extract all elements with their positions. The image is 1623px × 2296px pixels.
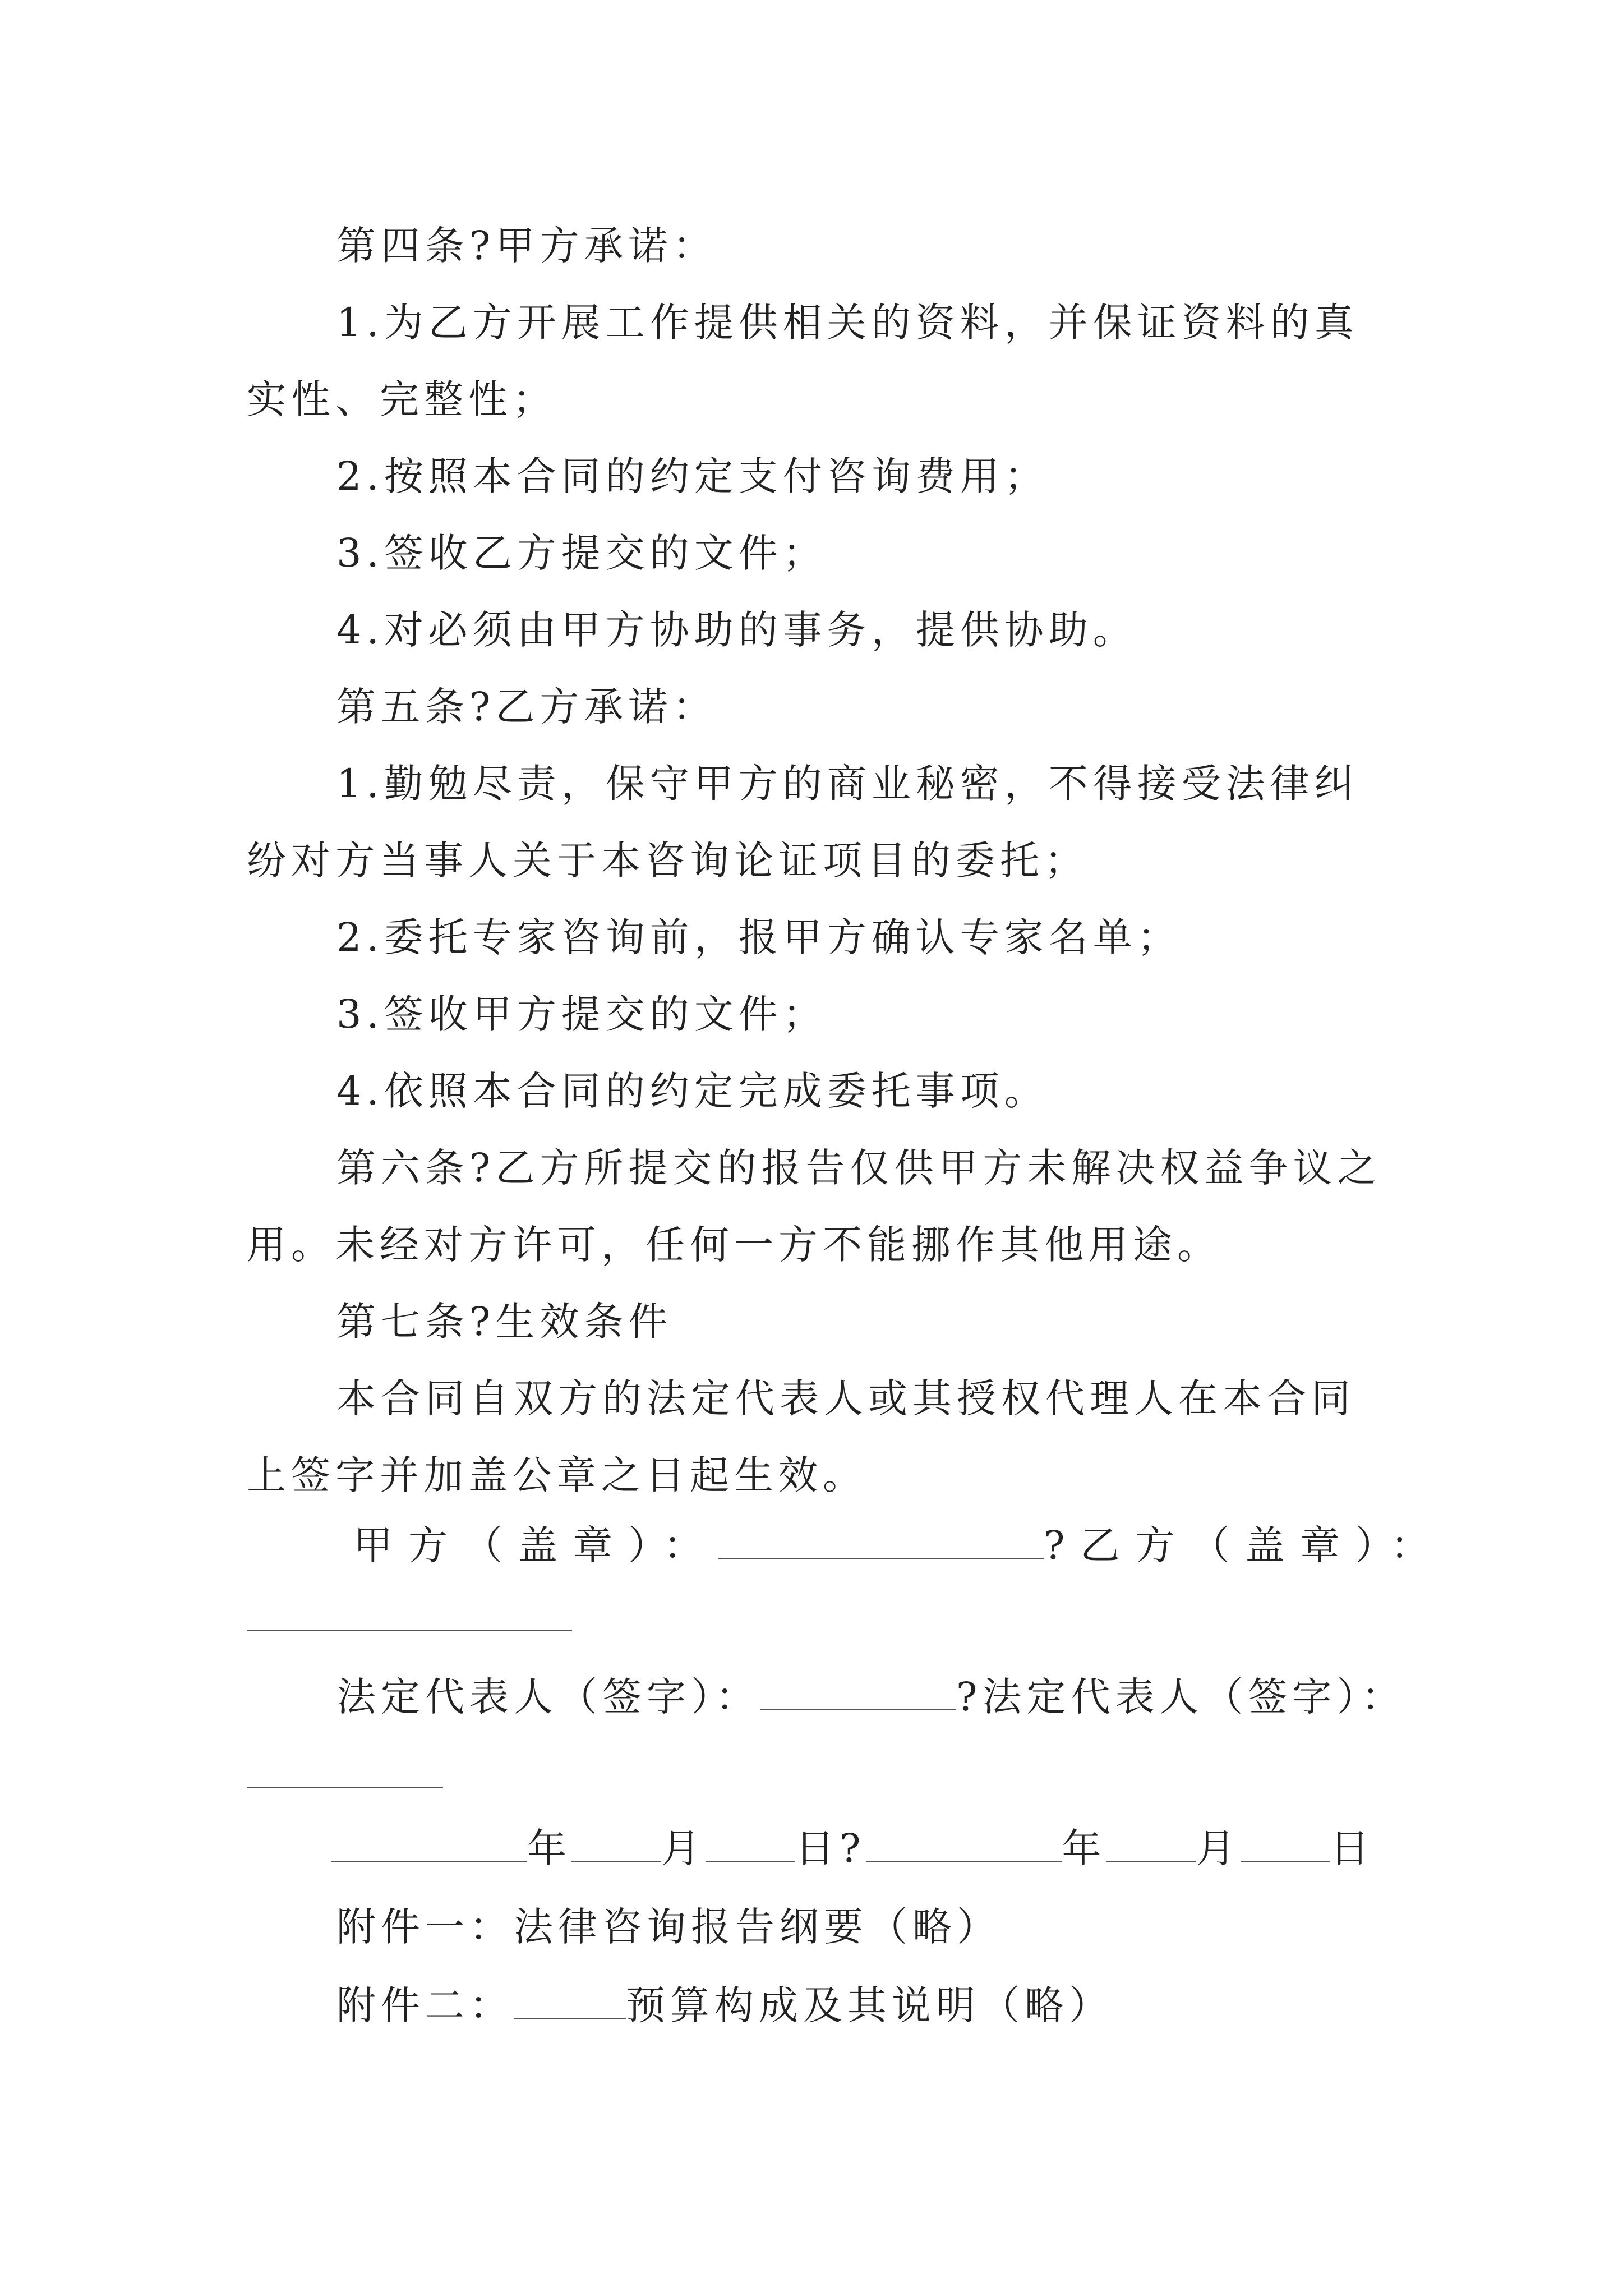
article-7-heading: 第七条?生效条件 [336, 1299, 673, 1345]
party-b-day-blank [1241, 1860, 1330, 1862]
party-b-month-blank [1106, 1860, 1196, 1862]
party-a-seal-blank [718, 1557, 1044, 1559]
attachment-1: 附件一：法律咨询报告纲要（略） [336, 1904, 1001, 1950]
article-5-item-2: 2.委托专家咨询前，报甲方确认专家名单； [336, 914, 1182, 960]
party-b-seal-label: ?乙方（盖章）： [1044, 1522, 1446, 1568]
party-a-seal-label: 甲方（盖章）： [353, 1522, 718, 1568]
party-a-day-label: 日 [795, 1825, 840, 1871]
date-separator: ? [840, 1825, 866, 1871]
article-4-item-4: 4.对必须由甲方协助的事务，提供协助。 [336, 607, 1137, 653]
article-5-item-1: 1.勤勉尽责，保守甲方的商业秘密，不得接受法律纠纷对方当事人关于本咨询论证项目的委托； [247, 761, 1359, 884]
party-a-year-label: 年 [527, 1825, 571, 1871]
article-5-item-3: 3.签收甲方提交的文件； [336, 991, 827, 1037]
article-4-heading: 第四条?甲方承诺： [336, 223, 717, 269]
party-a-month-blank [571, 1860, 661, 1862]
party-b-rep-label: ?法定代表人（签字）： [956, 1674, 1406, 1720]
party-b-day-label: 日 [1330, 1825, 1375, 1871]
article-4-item-3: 3.签收乙方提交的文件； [336, 530, 827, 576]
contract-body [247, 208, 1385, 1514]
attachment-2-blank [514, 2017, 626, 2019]
party-b-month-label: 月 [1196, 1825, 1241, 1871]
party-a-rep-blank [760, 1709, 956, 1710]
party-a-rep-label: 法定代表人（签字）： [336, 1674, 760, 1720]
attachment-2 [336, 1977, 1113, 2033]
party-b-year-blank [866, 1860, 1062, 1862]
party-a-year-blank [331, 1860, 527, 1862]
party-a-month-label: 月 [661, 1825, 706, 1871]
party-a-day-blank [706, 1860, 795, 1862]
attachment-2-suffix: 预算构成及其说明（略） [626, 1982, 1113, 2028]
article-5-item-4: 4.依照本合同的约定完成委托事项。 [336, 1068, 1049, 1114]
article-4-item-2: 2.按照本合同的约定支付咨询费用； [336, 453, 1049, 499]
party-b-year-label: 年 [1062, 1825, 1106, 1871]
seal-row [247, 1517, 1446, 1573]
party-b-seal-blank [247, 1630, 572, 1631]
article-6: 第六条?乙方所提交的报告仅供甲方未解决权益争议之用。未经对方许可，任何一方不能挪作其他用途。 [247, 1145, 1382, 1268]
party-b-rep-blank [247, 1787, 443, 1788]
representative-row [247, 1669, 1406, 1725]
date-row [331, 1820, 1375, 1876]
article-5-heading: 第五条?乙方承诺： [336, 684, 717, 730]
article-4-item-1: 1.为乙方开展工作提供相关的资料，并保证资料的真实性、完整性； [247, 300, 1359, 422]
article-7-body: 本合同自双方的法定代表人或其授权代理人在本合同上签字并加盖公章之日起生效。 [247, 1375, 1355, 1498]
attachment-2-prefix: 附件二： [336, 1982, 514, 2028]
